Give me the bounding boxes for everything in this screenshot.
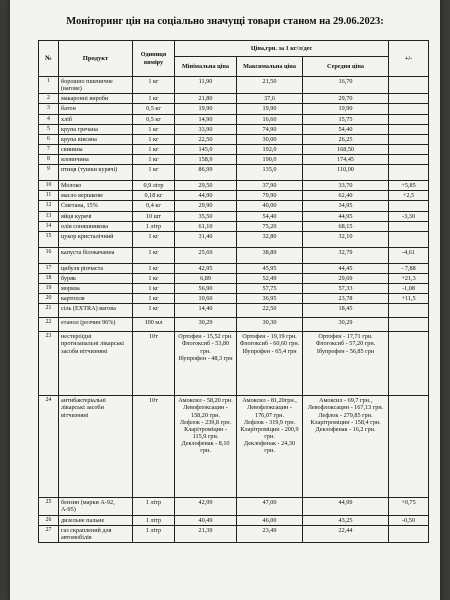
table-row <box>39 104 429 114</box>
table-row <box>39 247 429 263</box>
row-min-price: 19,90 <box>175 104 237 114</box>
row-min-price: 22,50 <box>175 134 237 144</box>
row-unit: 1 літр <box>133 498 175 515</box>
col-max-header: Максимальна ціна <box>237 57 303 77</box>
row-product: сіль (EXTRA) вагова <box>59 304 133 318</box>
row-diff: - 7,88 <box>389 263 429 273</box>
table-row <box>39 155 429 165</box>
row-min-price: 29,50 <box>175 181 237 191</box>
table-row <box>39 181 429 191</box>
row-max-price: 19,90 <box>237 104 303 114</box>
row-index: 3 <box>39 104 59 114</box>
row-diff <box>389 318 429 332</box>
row-min-price: 61,10 <box>175 221 237 231</box>
col-product-header: Продукт <box>59 41 133 77</box>
row-max-price: 46,00 <box>237 515 303 525</box>
row-min-price: 31,40 <box>175 231 237 247</box>
row-avg-price: 44,45 <box>303 263 389 273</box>
row-index: 26 <box>39 515 59 525</box>
row-product: буряк <box>59 273 133 283</box>
row-avg-price: 16,70 <box>303 77 389 94</box>
row-max-price: 16,60 <box>237 114 303 124</box>
row-unit: 1 кг <box>133 273 175 283</box>
row-index: 9 <box>39 165 59 181</box>
row-unit: 0,18 кг <box>133 191 175 201</box>
row-product: олія соняшникова <box>59 221 133 231</box>
row-product: батон <box>59 104 133 114</box>
row-avg-price: 29,69 <box>303 273 389 283</box>
row-index: 12 <box>39 201 59 211</box>
table-row <box>39 191 429 201</box>
table-row <box>39 211 429 221</box>
row-unit: 1 кг <box>133 165 175 181</box>
row-min-price: 158,9 <box>175 155 237 165</box>
row-max-price: 32,80 <box>237 231 303 247</box>
row-product: яловичина <box>59 155 133 165</box>
row-min-price: 33,90 <box>175 124 237 134</box>
row-min-price: 10,60 <box>175 294 237 304</box>
row-diff: +0,75 <box>389 498 429 515</box>
row-avg-price: 18,45 <box>303 304 389 318</box>
row-diff: +11,5 <box>389 294 429 304</box>
row-diff <box>389 124 429 134</box>
row-index: 10 <box>39 181 59 191</box>
row-index: 22 <box>39 318 59 332</box>
row-unit: 1 кг <box>133 155 175 165</box>
row-min-price: 25,69 <box>175 247 237 263</box>
row-index: 15 <box>39 231 59 247</box>
row-min-price: 21,39 <box>175 525 237 542</box>
table-row <box>39 515 429 525</box>
table-row <box>39 77 429 94</box>
row-diff <box>389 114 429 124</box>
col-diff-header: +/- <box>389 41 429 77</box>
row-min-price: Амоксил - 58,20 грн. Левофлоксацин - 158,20 грн. Лефлок - 239,8 грн. Кларітроміцин - 115,9 грн. Деклофенак - 8,10 грн. <box>175 396 237 498</box>
document-page <box>10 0 440 600</box>
row-min-price: 14,90 <box>175 114 237 124</box>
table-row <box>39 318 429 332</box>
row-unit: 1 кг <box>133 284 175 294</box>
row-unit: 10т <box>133 396 175 498</box>
table-row <box>39 525 429 542</box>
row-avg-price: 110,00 <box>303 165 389 181</box>
table-row <box>39 498 429 515</box>
row-diff: -3,30 <box>389 211 429 221</box>
row-product: картопля <box>59 294 133 304</box>
row-unit: 1 кг <box>133 247 175 263</box>
row-max-price: 37,90 <box>237 181 303 191</box>
row-avg-price: 15,75 <box>303 114 389 124</box>
row-avg-price: 30,29 <box>303 318 389 332</box>
row-avg-price: 34,95 <box>303 201 389 211</box>
table-row <box>39 396 429 498</box>
row-max-price: 21,50 <box>237 77 303 94</box>
row-min-price: 35,50 <box>175 211 237 221</box>
row-product: крупа гречана <box>59 124 133 134</box>
row-avg-price: 168,50 <box>303 144 389 154</box>
row-diff: +2,5 <box>389 191 429 201</box>
row-product: капуста білокачанна <box>59 247 133 263</box>
col-avg-header: Середня ціна <box>303 57 389 77</box>
table-row <box>39 124 429 134</box>
row-diff <box>389 201 429 211</box>
row-avg-price: 44,99 <box>303 498 389 515</box>
row-diff: -1,08 <box>389 284 429 294</box>
row-index: 1 <box>39 77 59 94</box>
row-max-price: 192,0 <box>237 144 303 154</box>
row-diff: +21,3 <box>389 273 429 283</box>
row-max-price: 45,95 <box>237 263 303 273</box>
row-index: 14 <box>39 221 59 231</box>
table-row <box>39 294 429 304</box>
row-product: Сметана, 15% <box>59 201 133 211</box>
row-diff <box>389 155 429 165</box>
row-unit: 0,5 кг <box>133 114 175 124</box>
row-diff: -0,50 <box>389 515 429 525</box>
table-row <box>39 114 429 124</box>
row-min-price: 44,90 <box>175 191 237 201</box>
row-diff <box>389 221 429 231</box>
row-max-price: 135,0 <box>237 165 303 181</box>
row-avg-price: 44,95 <box>303 211 389 221</box>
document-title: Моніторинг цін на соціально значущі товари станом на 29.06.2023: <box>66 16 384 27</box>
row-diff <box>389 144 429 154</box>
row-max-price: 30,00 <box>237 134 303 144</box>
row-product: цибуля ріпчаста <box>59 263 133 273</box>
row-unit: 1 кг <box>133 134 175 144</box>
row-min-price: 145,0 <box>175 144 237 154</box>
table-row <box>39 144 429 154</box>
table-row <box>39 134 429 144</box>
row-product: борошно пшеничне (вагове) <box>59 77 133 94</box>
row-product: хліб <box>59 114 133 124</box>
row-unit: 1 кг <box>133 94 175 104</box>
row-index: 17 <box>39 263 59 273</box>
row-unit: 0,9 літр <box>133 181 175 191</box>
row-avg-price: 68,15 <box>303 221 389 231</box>
row-product: макаронні вироби <box>59 94 133 104</box>
row-diff <box>389 332 429 396</box>
row-avg-price: 22,44 <box>303 525 389 542</box>
row-max-price: 30,30 <box>237 318 303 332</box>
row-min-price: 42,99 <box>175 498 237 515</box>
row-product: крупа вівсяна <box>59 134 133 144</box>
row-unit: 0,4 кг <box>133 201 175 211</box>
row-min-price: Ортофен - 15,52 грн. Флогоксиб - 53,80 грн. Ібупрофен - 48,3 грн <box>175 332 237 396</box>
row-index: 20 <box>39 294 59 304</box>
row-min-price: 86,99 <box>175 165 237 181</box>
row-min-price: 42,95 <box>175 263 237 273</box>
row-unit: 1 літр <box>133 221 175 231</box>
row-index: 4 <box>39 114 59 124</box>
row-max-price: 190,0 <box>237 155 303 165</box>
row-index: 16 <box>39 247 59 263</box>
row-avg-price: Амоксил - 69,7 грн., Левофлоксацин - 167,13 грн. Лефлок - 279,85 грн. Кларітроміцин - 158,4 грн. Деклофенак - 16,2 грн. <box>303 396 389 498</box>
row-diff <box>389 396 429 498</box>
row-index: 8 <box>39 155 59 165</box>
row-diff <box>389 231 429 247</box>
row-min-price: 30,29 <box>175 318 237 332</box>
row-index: 27 <box>39 525 59 542</box>
row-min-price: 6,89 <box>175 273 237 283</box>
row-max-price: Амоксил - 81,20грн., Левофлоксацин - 176,07 грн. Лефлок - 319,9 грн. Кларітроміцин - 200,9 грн. Деклофенак - 24,30 грн. <box>237 396 303 498</box>
row-diff <box>389 304 429 318</box>
table-row <box>39 304 429 318</box>
row-index: 19 <box>39 284 59 294</box>
row-product: масло вершкове <box>59 191 133 201</box>
row-product: Молоко <box>59 181 133 191</box>
row-min-price: 21,80 <box>175 94 237 104</box>
row-max-price: 57,75 <box>237 284 303 294</box>
row-index: 2 <box>39 94 59 104</box>
row-index: 21 <box>39 304 59 318</box>
row-avg-price: 57,33 <box>303 284 389 294</box>
col-unit-header: Одиниця виміру <box>133 41 175 77</box>
table-row <box>39 332 429 396</box>
row-diff <box>389 525 429 542</box>
table-row <box>39 221 429 231</box>
row-unit: 1 літр <box>133 525 175 542</box>
row-min-price: 29,90 <box>175 201 237 211</box>
row-index: 23 <box>39 332 59 396</box>
row-unit: 1 кг <box>133 263 175 273</box>
row-unit: 1 кг <box>133 231 175 247</box>
row-unit: 1 кг <box>133 144 175 154</box>
row-index: 25 <box>39 498 59 515</box>
table-row <box>39 165 429 181</box>
row-avg-price: 43,25 <box>303 515 389 525</box>
row-diff <box>389 77 429 94</box>
row-max-price: 52,49 <box>237 273 303 283</box>
row-unit: 10 шт <box>133 211 175 221</box>
row-unit: 1 кг <box>133 124 175 134</box>
row-product: нестероїдні протизапальні лікарські засоби вітчизняні <box>59 332 133 396</box>
row-max-price: 37,6 <box>237 94 303 104</box>
row-max-price: 54,40 <box>237 211 303 221</box>
table-row <box>39 273 429 283</box>
row-product: антибактеріальні лікарські засоби вітчизняні <box>59 396 133 498</box>
row-diff: +5,85 <box>389 181 429 191</box>
row-max-price: 38,89 <box>237 247 303 263</box>
row-max-price: 79,90 <box>237 191 303 201</box>
row-unit: 1 кг <box>133 294 175 304</box>
row-max-price: 47,00 <box>237 498 303 515</box>
table-row <box>39 284 429 294</box>
row-max-price: 75,20 <box>237 221 303 231</box>
row-max-price: 22,50 <box>237 304 303 318</box>
row-avg-price: 54,40 <box>303 124 389 134</box>
row-max-price: 40,00 <box>237 201 303 211</box>
row-unit: 1 кг <box>133 304 175 318</box>
row-product: птиця (тушки курячі) <box>59 165 133 181</box>
row-product: свинина <box>59 144 133 154</box>
row-product: дизельне пальне <box>59 515 133 525</box>
row-avg-price: 23,78 <box>303 294 389 304</box>
row-avg-price: 33,70 <box>303 181 389 191</box>
row-diff <box>389 134 429 144</box>
table-row <box>39 201 429 211</box>
row-avg-price: 62,40 <box>303 191 389 201</box>
row-avg-price: 19,90 <box>303 104 389 114</box>
row-index: 7 <box>39 144 59 154</box>
row-max-price: 36,95 <box>237 294 303 304</box>
row-product: газ скраплений для автомобілів <box>59 525 133 542</box>
row-max-price: 23,49 <box>237 525 303 542</box>
row-product: етанол (розчин 96%) <box>59 318 133 332</box>
row-unit: 1 літр <box>133 515 175 525</box>
table-row <box>39 263 429 273</box>
row-avg-price: Ортофен - 17,71 грн. Флогоксиб - 57,20 грн. Ібупрофен - 56,85 грн <box>303 332 389 396</box>
row-avg-price: 26,25 <box>303 134 389 144</box>
row-min-price: 56,90 <box>175 284 237 294</box>
row-index: 24 <box>39 396 59 498</box>
row-unit: 1 кг <box>133 77 175 94</box>
row-diff <box>389 94 429 104</box>
row-diff <box>389 104 429 114</box>
row-max-price: 74,90 <box>237 124 303 134</box>
row-product: цукор кристалічний <box>59 231 133 247</box>
row-index: 13 <box>39 211 59 221</box>
table-row <box>39 231 429 247</box>
row-diff <box>389 165 429 181</box>
row-min-price: 11,90 <box>175 77 237 94</box>
col-min-header: Мінімальна ціна <box>175 57 237 77</box>
row-index: 6 <box>39 134 59 144</box>
row-diff: -4,61 <box>389 247 429 263</box>
row-avg-price: 32,10 <box>303 231 389 247</box>
row-index: 5 <box>39 124 59 134</box>
row-avg-price: 29,70 <box>303 94 389 104</box>
row-index: 11 <box>39 191 59 201</box>
row-min-price: 40,49 <box>175 515 237 525</box>
row-avg-price: 174,45 <box>303 155 389 165</box>
row-min-price: 14,40 <box>175 304 237 318</box>
row-index: 18 <box>39 273 59 283</box>
row-product: яйця курячі <box>59 211 133 221</box>
row-product: бензин (марки А-92, А-95) <box>59 498 133 515</box>
row-avg-price: 32,79 <box>303 247 389 263</box>
row-unit: 100 мл <box>133 318 175 332</box>
price-table <box>38 40 429 543</box>
table-row <box>39 94 429 104</box>
col-index-header: № <box>39 41 59 77</box>
row-unit: 0,5 кг <box>133 104 175 114</box>
price-group-header: Ціна,грн. за 1 кг/л/дес <box>175 41 389 57</box>
row-unit: 10т <box>133 332 175 396</box>
row-max-price: Ортофен - 19,19 грн. Флогоксиб - 60,60 грн. Ібупрофен - 65,4 грн <box>237 332 303 396</box>
row-product: морква <box>59 284 133 294</box>
